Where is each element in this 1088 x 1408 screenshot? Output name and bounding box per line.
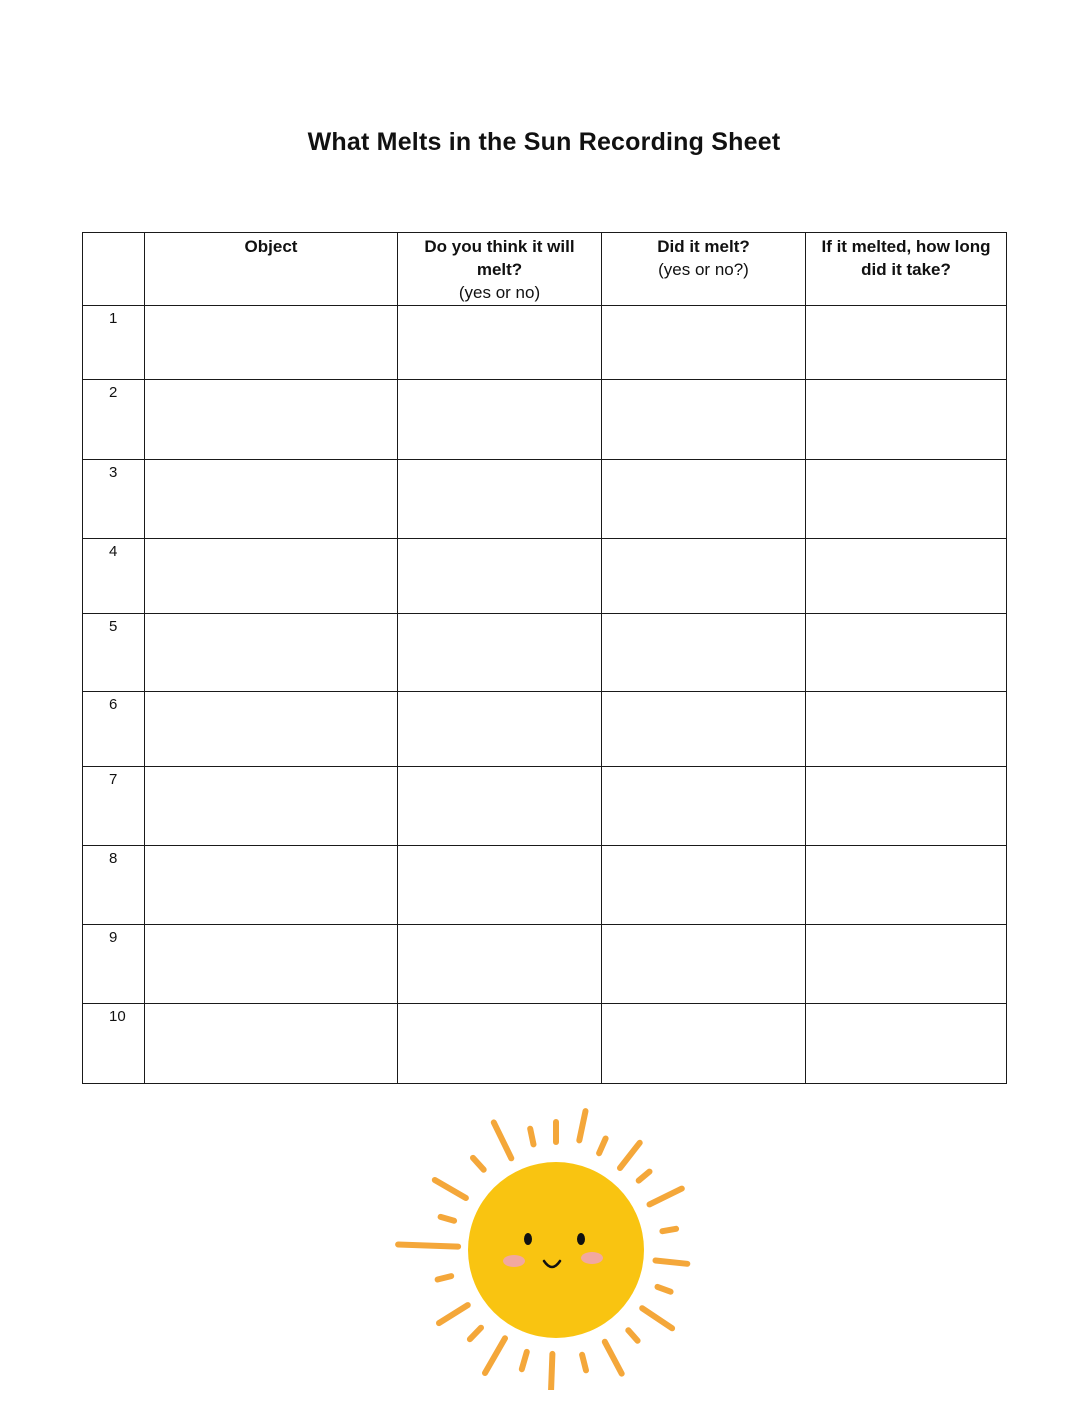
header-prediction-line1: Do you think it will bbox=[424, 237, 575, 256]
header-duration-line2: did it take? bbox=[861, 260, 951, 279]
table-row bbox=[83, 539, 1007, 614]
prediction-cell[interactable] bbox=[398, 846, 602, 925]
table-row bbox=[83, 692, 1007, 767]
left-eye bbox=[524, 1233, 532, 1245]
result-cell[interactable] bbox=[602, 460, 806, 539]
sun-ray bbox=[628, 1330, 637, 1340]
smiling-sun-icon bbox=[394, 1096, 698, 1390]
sun-ray bbox=[579, 1111, 585, 1140]
header-number bbox=[83, 233, 145, 306]
object-cell[interactable] bbox=[145, 380, 398, 460]
sun-ray bbox=[473, 1158, 484, 1170]
sun-ray bbox=[398, 1245, 458, 1247]
object-cell[interactable] bbox=[145, 306, 398, 380]
sun-ray bbox=[662, 1229, 676, 1231]
duration-cell[interactable] bbox=[806, 767, 1007, 846]
row-number: 1 bbox=[109, 310, 118, 327]
result-cell[interactable] bbox=[602, 846, 806, 925]
header-prediction bbox=[398, 233, 602, 306]
row-number: 8 bbox=[109, 850, 118, 867]
prediction-cell[interactable] bbox=[398, 380, 602, 460]
sun-ray bbox=[642, 1308, 672, 1328]
sun-ray bbox=[658, 1287, 671, 1292]
result-cell[interactable] bbox=[602, 380, 806, 460]
row-number-cell bbox=[83, 767, 145, 846]
row-number: 7 bbox=[109, 771, 118, 788]
sun-ray bbox=[599, 1139, 606, 1154]
row-number: 3 bbox=[109, 464, 118, 481]
row-number-cell bbox=[83, 1004, 145, 1084]
header-row bbox=[83, 233, 1007, 306]
sun-ray bbox=[470, 1328, 481, 1340]
row-number: 5 bbox=[109, 618, 118, 635]
sun-ray bbox=[441, 1217, 455, 1221]
object-cell[interactable] bbox=[145, 925, 398, 1004]
duration-cell[interactable] bbox=[806, 925, 1007, 1004]
prediction-cell[interactable] bbox=[398, 925, 602, 1004]
sun-body bbox=[468, 1162, 644, 1338]
table-row bbox=[83, 767, 1007, 846]
result-cell[interactable] bbox=[602, 692, 806, 767]
result-cell[interactable] bbox=[602, 1004, 806, 1084]
header-duration-line1: If it melted, how long bbox=[821, 237, 991, 256]
object-cell[interactable] bbox=[145, 614, 398, 692]
prediction-cell[interactable] bbox=[398, 539, 602, 614]
sun-ray bbox=[582, 1355, 586, 1371]
page-title: What Melts in the Sun Recording Sheet bbox=[307, 128, 781, 156]
table-row bbox=[83, 925, 1007, 1004]
header-result bbox=[602, 233, 806, 306]
row-number-cell bbox=[83, 306, 145, 380]
object-cell[interactable] bbox=[145, 460, 398, 539]
table-row bbox=[83, 460, 1007, 539]
prediction-cell[interactable] bbox=[398, 614, 602, 692]
duration-cell[interactable] bbox=[806, 539, 1007, 614]
sun-ray bbox=[439, 1305, 468, 1323]
row-number: 2 bbox=[109, 384, 118, 401]
sun-ray bbox=[620, 1143, 640, 1168]
table-row bbox=[83, 614, 1007, 692]
duration-cell[interactable] bbox=[806, 380, 1007, 460]
prediction-cell[interactable] bbox=[398, 692, 602, 767]
object-cell[interactable] bbox=[145, 767, 398, 846]
sun-ray bbox=[522, 1352, 527, 1369]
row-number-cell bbox=[83, 614, 145, 692]
result-cell[interactable] bbox=[602, 306, 806, 380]
sun-ray bbox=[530, 1129, 533, 1145]
row-number: 4 bbox=[109, 543, 118, 560]
header-object-label: Object bbox=[244, 237, 298, 256]
prediction-cell[interactable] bbox=[398, 306, 602, 380]
row-number-cell bbox=[83, 539, 145, 614]
sun-ray bbox=[650, 1189, 682, 1205]
sun-ray bbox=[485, 1338, 505, 1373]
sun-ray bbox=[656, 1261, 688, 1264]
result-cell[interactable] bbox=[602, 539, 806, 614]
sun-ray bbox=[438, 1276, 452, 1279]
row-number-cell bbox=[83, 380, 145, 460]
right-eye bbox=[577, 1233, 585, 1245]
row-number-cell bbox=[83, 846, 145, 925]
duration-cell[interactable] bbox=[806, 306, 1007, 380]
table-row bbox=[83, 846, 1007, 925]
header-prediction-line3: (yes or no) bbox=[458, 283, 541, 302]
sun-ray bbox=[494, 1122, 512, 1158]
row-number: 6 bbox=[109, 696, 118, 713]
duration-cell[interactable] bbox=[806, 692, 1007, 767]
row-number-cell bbox=[83, 925, 145, 1004]
header-result-line2: (yes or no?) bbox=[658, 260, 749, 279]
sun-ray bbox=[639, 1172, 650, 1181]
duration-cell[interactable] bbox=[806, 460, 1007, 539]
result-cell[interactable] bbox=[602, 614, 806, 692]
prediction-cell[interactable] bbox=[398, 1004, 602, 1084]
sun-ray bbox=[435, 1180, 466, 1198]
table-row bbox=[83, 380, 1007, 460]
object-cell[interactable] bbox=[145, 846, 398, 925]
object-cell[interactable] bbox=[145, 539, 398, 614]
header-prediction-line2: melt? bbox=[476, 260, 523, 279]
duration-cell[interactable] bbox=[806, 1004, 1007, 1084]
row-number: 10 bbox=[109, 1008, 126, 1025]
object-cell[interactable] bbox=[145, 1004, 398, 1084]
header-object bbox=[145, 233, 398, 306]
result-cell[interactable] bbox=[602, 925, 806, 1004]
prediction-cell[interactable] bbox=[398, 460, 602, 539]
row-number: 9 bbox=[109, 929, 118, 946]
duration-cell[interactable] bbox=[806, 614, 1007, 692]
prediction-cell[interactable] bbox=[398, 767, 602, 846]
object-cell[interactable] bbox=[145, 692, 398, 767]
row-number-cell bbox=[83, 460, 145, 539]
table-row bbox=[83, 306, 1007, 380]
duration-cell[interactable] bbox=[806, 846, 1007, 925]
right-cheek bbox=[581, 1252, 603, 1264]
row-number-cell bbox=[83, 692, 145, 767]
table-row bbox=[83, 1004, 1007, 1084]
recording-table bbox=[82, 232, 1007, 1084]
sun-ray bbox=[551, 1354, 552, 1390]
sun-illustration bbox=[394, 1096, 698, 1390]
left-cheek bbox=[503, 1255, 525, 1267]
sun-ray bbox=[605, 1342, 622, 1374]
result-cell[interactable] bbox=[602, 767, 806, 846]
header-duration bbox=[806, 233, 1007, 306]
header-result-line1: Did it melt? bbox=[657, 237, 750, 256]
